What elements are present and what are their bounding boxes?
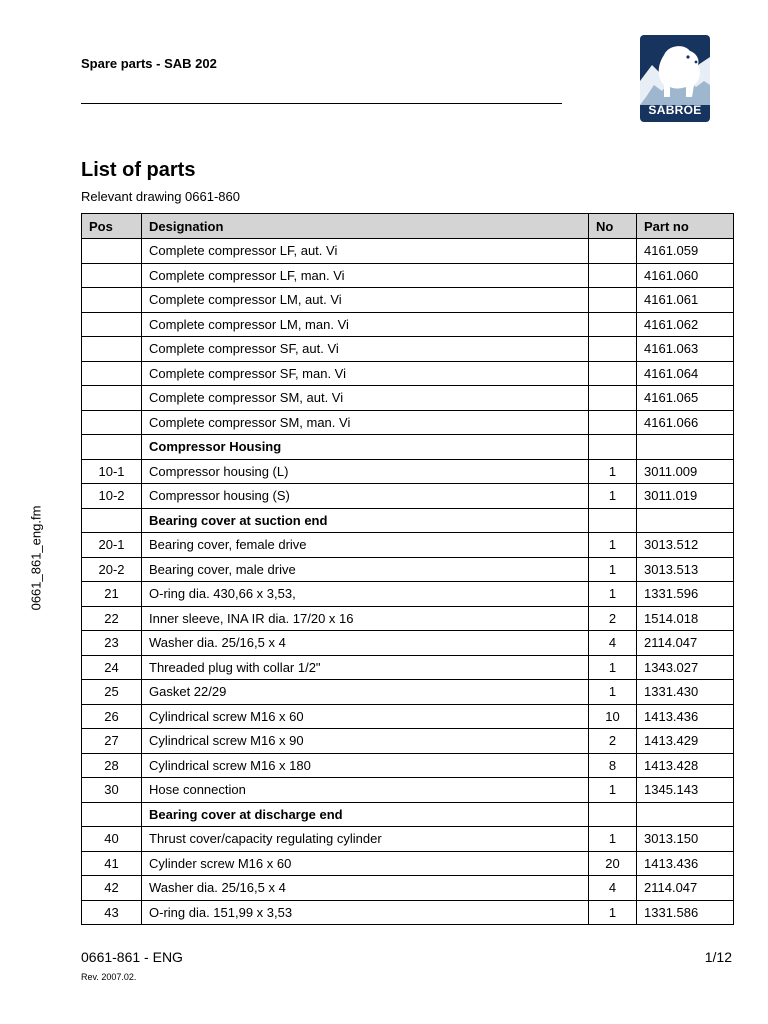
cell-designation: Complete compressor SM, man. Vi — [142, 410, 589, 435]
cell-designation: Hose connection — [142, 778, 589, 803]
cell-part-no: 1331.596 — [637, 582, 734, 607]
table-row — [82, 361, 734, 386]
cell-pos: 10-1 — [82, 459, 142, 484]
polar-bear-logo-icon — [640, 35, 710, 105]
cell-no: 1 — [589, 533, 637, 558]
cell-part-no: 3013.513 — [637, 557, 734, 582]
cell-part-no: 3013.150 — [637, 827, 734, 852]
cell-pos — [82, 239, 142, 264]
section-header-row — [82, 802, 734, 827]
cell-part-no: 4161.059 — [637, 239, 734, 264]
footer-revision: Rev. 2007.02. — [81, 972, 137, 982]
cell-pos — [82, 410, 142, 435]
cell-part-no: 3011.019 — [637, 484, 734, 509]
cell-designation: Inner sleeve, INA IR dia. 17/20 x 16 — [142, 606, 589, 631]
cell-designation: Bearing cover at discharge end — [142, 802, 589, 827]
column-header-designation: Designation — [142, 214, 589, 239]
cell-no: 1 — [589, 778, 637, 803]
cell-designation: Threaded plug with collar 1/2" — [142, 655, 589, 680]
cell-no — [589, 410, 637, 435]
cell-designation: Washer dia. 25/16,5 x 4 — [142, 631, 589, 656]
table-row — [82, 900, 734, 925]
cell-pos: 22 — [82, 606, 142, 631]
cell-pos: 23 — [82, 631, 142, 656]
cell-part-no: 1413.428 — [637, 753, 734, 778]
cell-no: 1 — [589, 557, 637, 582]
cell-pos: 28 — [82, 753, 142, 778]
cell-part-no: 4161.064 — [637, 361, 734, 386]
cell-part-no: 4161.065 — [637, 386, 734, 411]
cell-pos — [82, 263, 142, 288]
cell-no — [589, 361, 637, 386]
cell-designation: Compressor housing (L) — [142, 459, 589, 484]
cell-designation: Bearing cover at suction end — [142, 508, 589, 533]
cell-no: 1 — [589, 900, 637, 925]
cell-no — [589, 239, 637, 264]
section-header-row — [82, 508, 734, 533]
cell-no: 10 — [589, 704, 637, 729]
cell-no — [589, 508, 637, 533]
table-row — [82, 582, 734, 607]
cell-pos — [82, 337, 142, 362]
cell-designation: Cylindrical screw M16 x 90 — [142, 729, 589, 754]
cell-no: 4 — [589, 876, 637, 901]
cell-designation: Complete compressor LM, aut. Vi — [142, 288, 589, 313]
page-subtitle: Relevant drawing 0661-860 — [81, 189, 240, 204]
cell-part-no: 3011.009 — [637, 459, 734, 484]
cell-no: 2 — [589, 606, 637, 631]
cell-pos: 25 — [82, 680, 142, 705]
table-row — [82, 729, 734, 754]
column-header-part-no: Part no — [637, 214, 734, 239]
cell-part-no: 1514.018 — [637, 606, 734, 631]
cell-part-no: 1413.436 — [637, 704, 734, 729]
table-row — [82, 704, 734, 729]
table-row — [82, 288, 734, 313]
cell-pos: 10-2 — [82, 484, 142, 509]
cell-no — [589, 802, 637, 827]
cell-part-no: 1345.143 — [637, 778, 734, 803]
cell-no: 1 — [589, 582, 637, 607]
cell-no: 1 — [589, 459, 637, 484]
cell-designation: Bearing cover, female drive — [142, 533, 589, 558]
table-header-row — [82, 214, 734, 239]
table-row — [82, 312, 734, 337]
cell-designation: Washer dia. 25/16,5 x 4 — [142, 876, 589, 901]
cell-pos — [82, 508, 142, 533]
table-row — [82, 606, 734, 631]
cell-part-no: 4161.060 — [637, 263, 734, 288]
table-row — [82, 851, 734, 876]
cell-designation: Complete compressor LF, man. Vi — [142, 263, 589, 288]
side-file-label: 0661_861_eng.fm — [28, 505, 44, 611]
cell-no: 1 — [589, 655, 637, 680]
cell-pos — [82, 361, 142, 386]
cell-pos: 30 — [82, 778, 142, 803]
cell-pos: 43 — [82, 900, 142, 925]
cell-no: 8 — [589, 753, 637, 778]
cell-part-no: 2114.047 — [637, 631, 734, 656]
cell-designation: O-ring dia. 151,99 x 3,53 — [142, 900, 589, 925]
cell-no: 20 — [589, 851, 637, 876]
cell-designation: Gasket 22/29 — [142, 680, 589, 705]
cell-part-no: 4161.061 — [637, 288, 734, 313]
cell-pos: 40 — [82, 827, 142, 852]
cell-no: 1 — [589, 484, 637, 509]
column-header-no: No — [589, 214, 637, 239]
table-row — [82, 631, 734, 656]
cell-pos — [82, 288, 142, 313]
cell-pos: 20-2 — [82, 557, 142, 582]
cell-designation: Compressor housing (S) — [142, 484, 589, 509]
cell-pos — [82, 386, 142, 411]
table-row — [82, 557, 734, 582]
table-row — [82, 827, 734, 852]
page-title: List of parts — [81, 159, 196, 181]
table-row — [82, 876, 734, 901]
cell-pos: 26 — [82, 704, 142, 729]
cell-part-no — [637, 435, 734, 460]
cell-no — [589, 312, 637, 337]
parts-table — [81, 213, 734, 925]
cell-no: 2 — [589, 729, 637, 754]
cell-part-no: 4161.066 — [637, 410, 734, 435]
cell-no — [589, 288, 637, 313]
cell-designation: Cylinder screw M16 x 60 — [142, 851, 589, 876]
cell-designation: Compressor Housing — [142, 435, 589, 460]
cell-designation: Cylindrical screw M16 x 180 — [142, 753, 589, 778]
cell-designation: O-ring dia. 430,66 x 3,53, — [142, 582, 589, 607]
cell-designation: Bearing cover, male drive — [142, 557, 589, 582]
table-row — [82, 753, 734, 778]
cell-part-no: 1331.430 — [637, 680, 734, 705]
cell-no — [589, 435, 637, 460]
footer-page-number: 1/12 — [704, 949, 732, 965]
cell-pos — [82, 802, 142, 827]
cell-part-no — [637, 802, 734, 827]
cell-designation: Complete compressor LF, aut. Vi — [142, 239, 589, 264]
brand-logo — [640, 35, 710, 122]
table-row — [82, 239, 734, 264]
table-row — [82, 484, 734, 509]
cell-no: 4 — [589, 631, 637, 656]
cell-pos: 27 — [82, 729, 142, 754]
cell-designation: Cylindrical screw M16 x 60 — [142, 704, 589, 729]
header-divider — [81, 103, 562, 104]
cell-part-no — [637, 508, 734, 533]
cell-pos — [82, 312, 142, 337]
footer-doc-id: 0661-861 - ENG — [81, 949, 183, 965]
cell-designation: Complete compressor SF, aut. Vi — [142, 337, 589, 362]
table-row — [82, 410, 734, 435]
table-row — [82, 386, 734, 411]
cell-part-no: 1413.429 — [637, 729, 734, 754]
cell-designation: Complete compressor SF, man. Vi — [142, 361, 589, 386]
cell-no — [589, 337, 637, 362]
cell-no: 1 — [589, 827, 637, 852]
table-row — [82, 778, 734, 803]
table-row — [82, 680, 734, 705]
table-row — [82, 533, 734, 558]
section-header-row — [82, 435, 734, 460]
logo-wordmark: SABROE — [648, 103, 702, 117]
cell-no — [589, 263, 637, 288]
table-row — [82, 263, 734, 288]
cell-part-no: 1331.586 — [637, 900, 734, 925]
cell-pos — [82, 435, 142, 460]
cell-part-no: 3013.512 — [637, 533, 734, 558]
cell-designation: Thrust cover/capacity regulating cylinder — [142, 827, 589, 852]
cell-part-no: 1413.436 — [637, 851, 734, 876]
cell-pos: 20-1 — [82, 533, 142, 558]
cell-pos: 24 — [82, 655, 142, 680]
table-row — [82, 655, 734, 680]
cell-pos: 41 — [82, 851, 142, 876]
cell-part-no: 4161.062 — [637, 312, 734, 337]
cell-no: 1 — [589, 680, 637, 705]
cell-designation: Complete compressor SM, aut. Vi — [142, 386, 589, 411]
cell-pos: 42 — [82, 876, 142, 901]
cell-part-no: 4161.063 — [637, 337, 734, 362]
column-header-pos: Pos — [82, 214, 142, 239]
cell-part-no: 2114.047 — [637, 876, 734, 901]
cell-pos: 21 — [82, 582, 142, 607]
table-row — [82, 337, 734, 362]
cell-designation: Complete compressor LM, man. Vi — [142, 312, 589, 337]
cell-part-no: 1343.027 — [637, 655, 734, 680]
cell-no — [589, 386, 637, 411]
table-row — [82, 459, 734, 484]
header-title: Spare parts - SAB 202 — [81, 56, 217, 71]
